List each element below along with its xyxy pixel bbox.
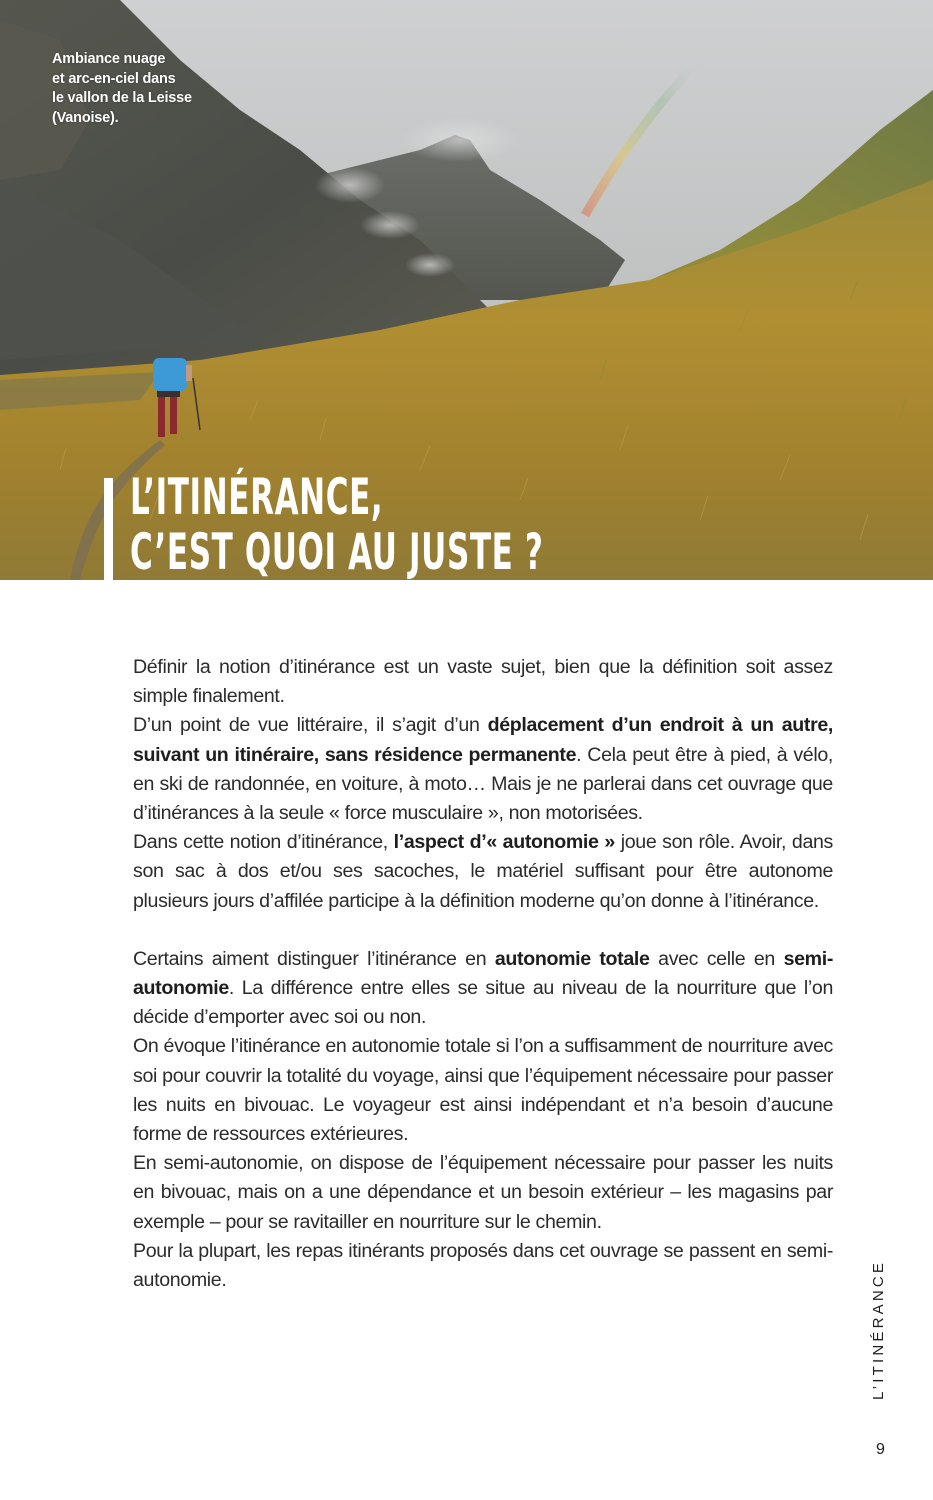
body-text — [133, 653, 833, 1295]
caption-line: et arc-en-ciel dans — [52, 70, 176, 87]
emphasis: déplacement d’un endroit à un autre, suivant un itinéraire, sans résidence permanente — [133, 714, 833, 766]
text-run: Certains aiment distinguer l’itinérance en — [133, 947, 495, 970]
text-run: avec celle en — [649, 947, 784, 970]
text-run: D’un point de vue littéraire, il s’agit d’un — [133, 714, 488, 737]
paragraph — [133, 1149, 833, 1237]
emphasis: l’aspect d’« autonomie » — [393, 831, 615, 854]
title-accent-bar — [104, 478, 113, 580]
caption-line: (Vanoise). — [52, 109, 119, 126]
text-run: . La différence entre elles se situe au niveau de la nourriture que l’on décide d’emporter avec soi ou non. — [133, 977, 833, 1029]
caption-line: le vallon de la Leisse — [52, 90, 192, 106]
emphasis: semi-autonomie — [133, 947, 833, 1000]
emphasis: autonomie totale — [494, 947, 650, 970]
paragraph — [133, 653, 833, 711]
paragraph — [133, 711, 833, 828]
page-number: 9 — [876, 1441, 885, 1458]
photo-caption — [52, 50, 232, 128]
chapter-title-line: C’EST QUOI AU JUSTE ? — [130, 523, 544, 580]
text-run: Définir la notion d’itinérance est un vaste sujet, bien que la définition soit assez simple finalement. — [133, 656, 833, 708]
text-run: joue son rôle. Avoir, dans son sac à dos et/ou ses sacoches, le matériel suffisant pour être autonome plusieurs jours d’affilée participe à la définition moderne qu’on donne à l’itinérance. — [133, 831, 834, 912]
text-run: Dans cette notion d’itinérance, — [133, 831, 394, 854]
chapter-title-line: L’ITINÉRANCE, — [130, 468, 384, 526]
running-head: L’ITINÉRANCE — [870, 1259, 887, 1400]
paragraph — [133, 945, 833, 1033]
text-run: . Cela peut être à pied, à vélo, en ski de randonnée, en voiture, à moto… Mais je ne parlerai dans cet ouvrage que d’itinérances à la seule « force musculaire », non motorisées. — [133, 743, 834, 825]
text-run: En semi-autonomie, on dispose de l’équipement nécessaire pour passer les nuits en bivouac, mais on a une dépendance et un besoin extérieur – les magasins par exemple – pour se ravitailler en nourriture sur le chemin. — [133, 1152, 833, 1233]
paragraph — [133, 828, 833, 916]
caption-line: Ambiance nuage — [52, 51, 166, 67]
paragraph — [133, 1237, 833, 1295]
text-run: On évoque l’itinérance en autonomie totale si l’on a suffisamment de nourriture avec soi pour couvrir la totalité du voyage, ainsi que l’équipement nécessaire pour passer les nuits en bivouac. Le voyageur est ainsi indépendant et n’a besoin d’aucune forme de ressources extérieures. — [133, 1035, 833, 1146]
text-run: Pour la plupart, les repas itinérants proposés dans cet ouvrage se passent en semi-autonomie. — [133, 1239, 833, 1292]
paragraph — [133, 1032, 833, 1149]
hero-photo — [0, 0, 933, 580]
chapter-title — [130, 470, 543, 580]
